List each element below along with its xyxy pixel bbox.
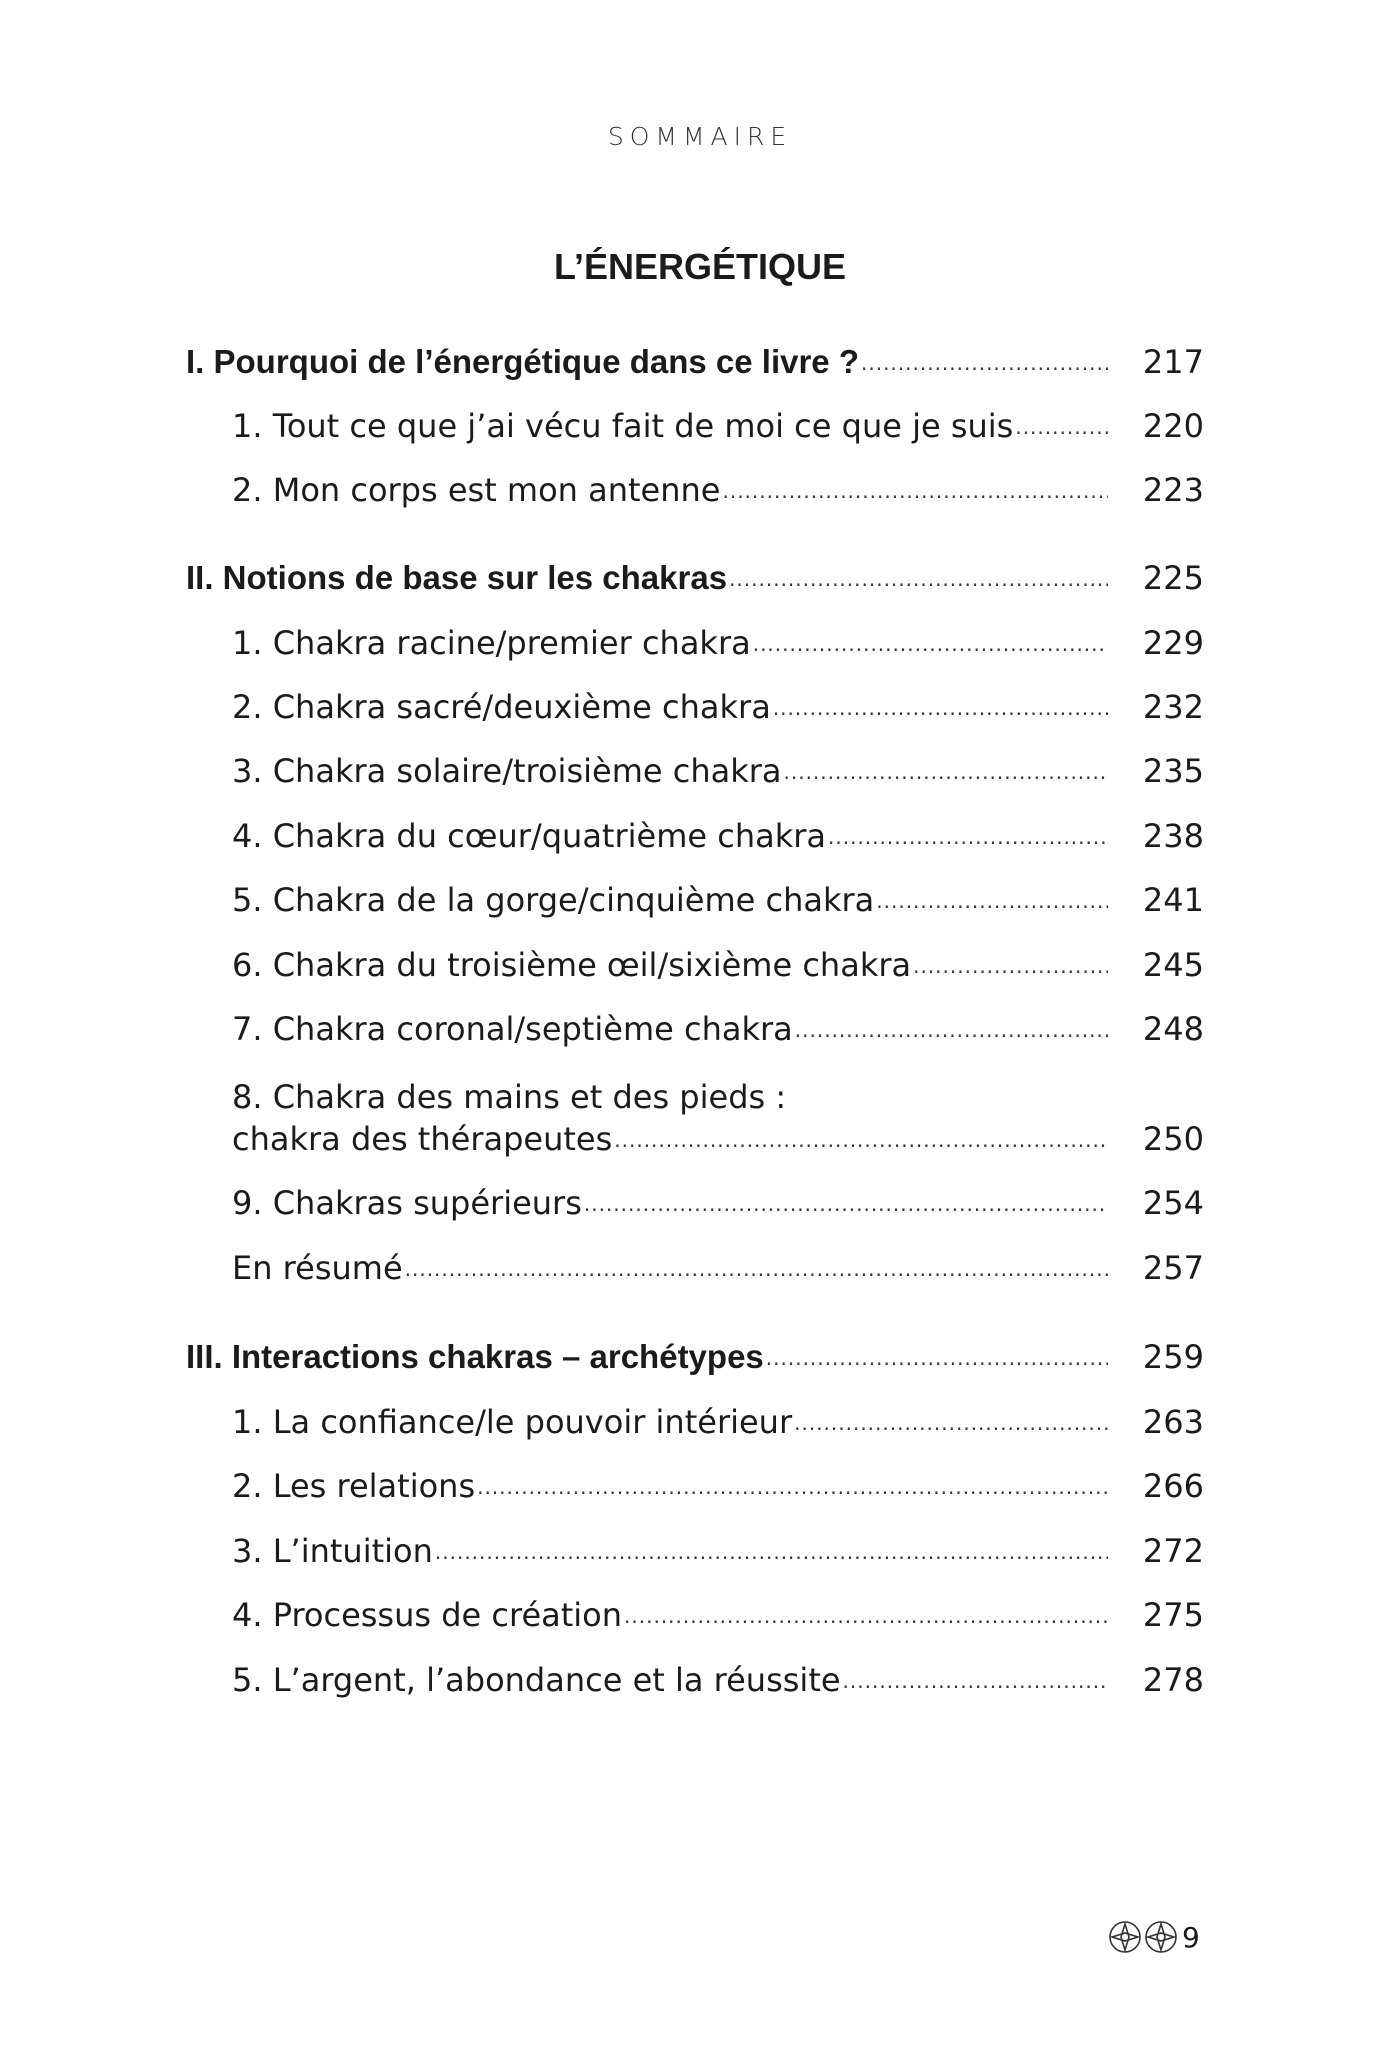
toc-page-number: 257: [1142, 1249, 1204, 1287]
dot-leader: [435, 1540, 1108, 1564]
toc-section-3[interactable]: [186, 1326, 1204, 1376]
toc-item[interactable]: [232, 612, 1204, 662]
dot-leader: [584, 1192, 1108, 1216]
toc-item[interactable]: [232, 1108, 1204, 1158]
dot-leader: [876, 889, 1108, 913]
toc-page-number: 238: [1142, 817, 1204, 855]
toc-item[interactable]: [232, 459, 1204, 509]
chapter-title: L’ÉNERGÉTIQUE: [553, 246, 847, 287]
toc-item[interactable]: [232, 395, 1204, 445]
dot-leader: [614, 1128, 1108, 1152]
toc-page-number: 220: [1142, 407, 1204, 445]
running-header: SOMMAIRE: [607, 122, 793, 151]
toc-item[interactable]: [232, 869, 1204, 919]
dot-leader: [913, 954, 1108, 978]
toc-item[interactable]: [232, 934, 1204, 984]
dot-leader: [794, 1411, 1108, 1435]
toc-page-number: 259: [1142, 1338, 1204, 1376]
toc-page-number: 229: [1142, 624, 1204, 662]
toc-section-label: III. Interactions chakras – archétypes: [186, 1338, 764, 1375]
toc-item-label: 3. Chakra solaire/troisième chakra: [232, 752, 782, 790]
dot-leader: [729, 567, 1108, 591]
toc-item-label: 1. Chakra racine/premier chakra: [232, 624, 751, 662]
toc-item[interactable]: [232, 1649, 1204, 1699]
toc-page-number: 254: [1142, 1184, 1204, 1222]
toc-page-number: 223: [1142, 471, 1204, 509]
dot-leader: [843, 1669, 1108, 1693]
toc-page-number: 217: [1142, 343, 1204, 381]
toc-page-number: 272: [1142, 1532, 1204, 1570]
toc-item-label: 6. Chakra du troisième œil/sixième chakra: [232, 946, 912, 984]
page-number: 9: [1182, 1920, 1200, 1954]
toc-item[interactable]: [232, 1520, 1204, 1570]
toc-page-number: 250: [1142, 1120, 1204, 1158]
toc-item[interactable]: [232, 805, 1204, 855]
toc-item-label: 9. Chakras supérieurs: [232, 1184, 582, 1222]
toc-item-label: 4. Chakra du cœur/quatrième chakra: [232, 817, 827, 855]
toc-item[interactable]: [232, 1455, 1204, 1505]
dot-leader: [773, 696, 1108, 720]
toc-page-number: 248: [1142, 1010, 1204, 1048]
dot-leader: [795, 1018, 1108, 1042]
toc-item-label: 1. Tout ce que j’ai vécu fait de moi ce que je suis: [232, 407, 1014, 445]
toc-item[interactable]: [232, 1237, 1204, 1287]
dot-leader: [1015, 415, 1108, 439]
toc-section-1[interactable]: [186, 331, 1204, 381]
toc-item[interactable]: [232, 1391, 1204, 1441]
toc-item-label: 5. Chakra de la gorge/cinquième chakra: [232, 881, 875, 919]
toc-item[interactable]: [232, 676, 1204, 726]
toc-page-number: 235: [1142, 752, 1204, 790]
dot-leader: [624, 1604, 1108, 1628]
toc-item[interactable]: [232, 1172, 1204, 1222]
dot-leader: [766, 1346, 1108, 1370]
dot-leader: [828, 825, 1108, 849]
toc-item-label: 3. L’intuition: [232, 1532, 433, 1570]
double-diamond-icon: [1108, 1920, 1178, 1954]
toc-item-label: 1. La confiance/le pouvoir intérieur: [232, 1403, 793, 1441]
toc-item-label: 2. Les relations: [232, 1467, 476, 1505]
page-footer: [1108, 1920, 1200, 1954]
toc-item-label: En résumé: [232, 1249, 403, 1287]
toc-page-number: 266: [1142, 1467, 1204, 1505]
toc-item[interactable]: [232, 740, 1204, 790]
toc-page-number: 232: [1142, 688, 1204, 726]
toc-page-number: 245: [1142, 946, 1204, 984]
dot-leader: [405, 1257, 1108, 1281]
toc-item-label: 5. L’argent, l’abondance et la réussite: [232, 1661, 841, 1699]
dot-leader: [784, 760, 1109, 784]
toc-page-number: 241: [1142, 881, 1204, 919]
toc-page-number: 278: [1142, 1661, 1204, 1699]
toc-section-label: II. Notions de base sur les chakras: [186, 559, 728, 596]
toc-page-number: 225: [1142, 559, 1204, 597]
toc-page-number: 263: [1142, 1403, 1204, 1441]
toc-item-label-line1: 8. Chakra des mains et des pieds :: [232, 1078, 787, 1116]
toc-item-label: 4. Processus de création: [232, 1596, 623, 1634]
dot-leader: [722, 479, 1108, 503]
toc-item-label: 2. Chakra sacré/deuxième chakra: [232, 688, 771, 726]
toc-item-label: 7. Chakra coronal/septième chakra: [232, 1010, 793, 1048]
toc-item-label: 2. Mon corps est mon antenne: [232, 471, 721, 509]
toc-section-2[interactable]: [186, 547, 1204, 597]
dot-leader: [861, 351, 1108, 375]
dot-leader: [753, 632, 1108, 656]
toc-page-number: 275: [1142, 1596, 1204, 1634]
toc-item[interactable]: [232, 998, 1204, 1048]
toc-section-label: I. Pourquoi de l’énergétique dans ce livre ?: [186, 343, 859, 380]
toc-item-label: chakra des thérapeutes: [232, 1120, 613, 1158]
toc-item[interactable]: [232, 1584, 1204, 1634]
dot-leader: [477, 1475, 1108, 1499]
